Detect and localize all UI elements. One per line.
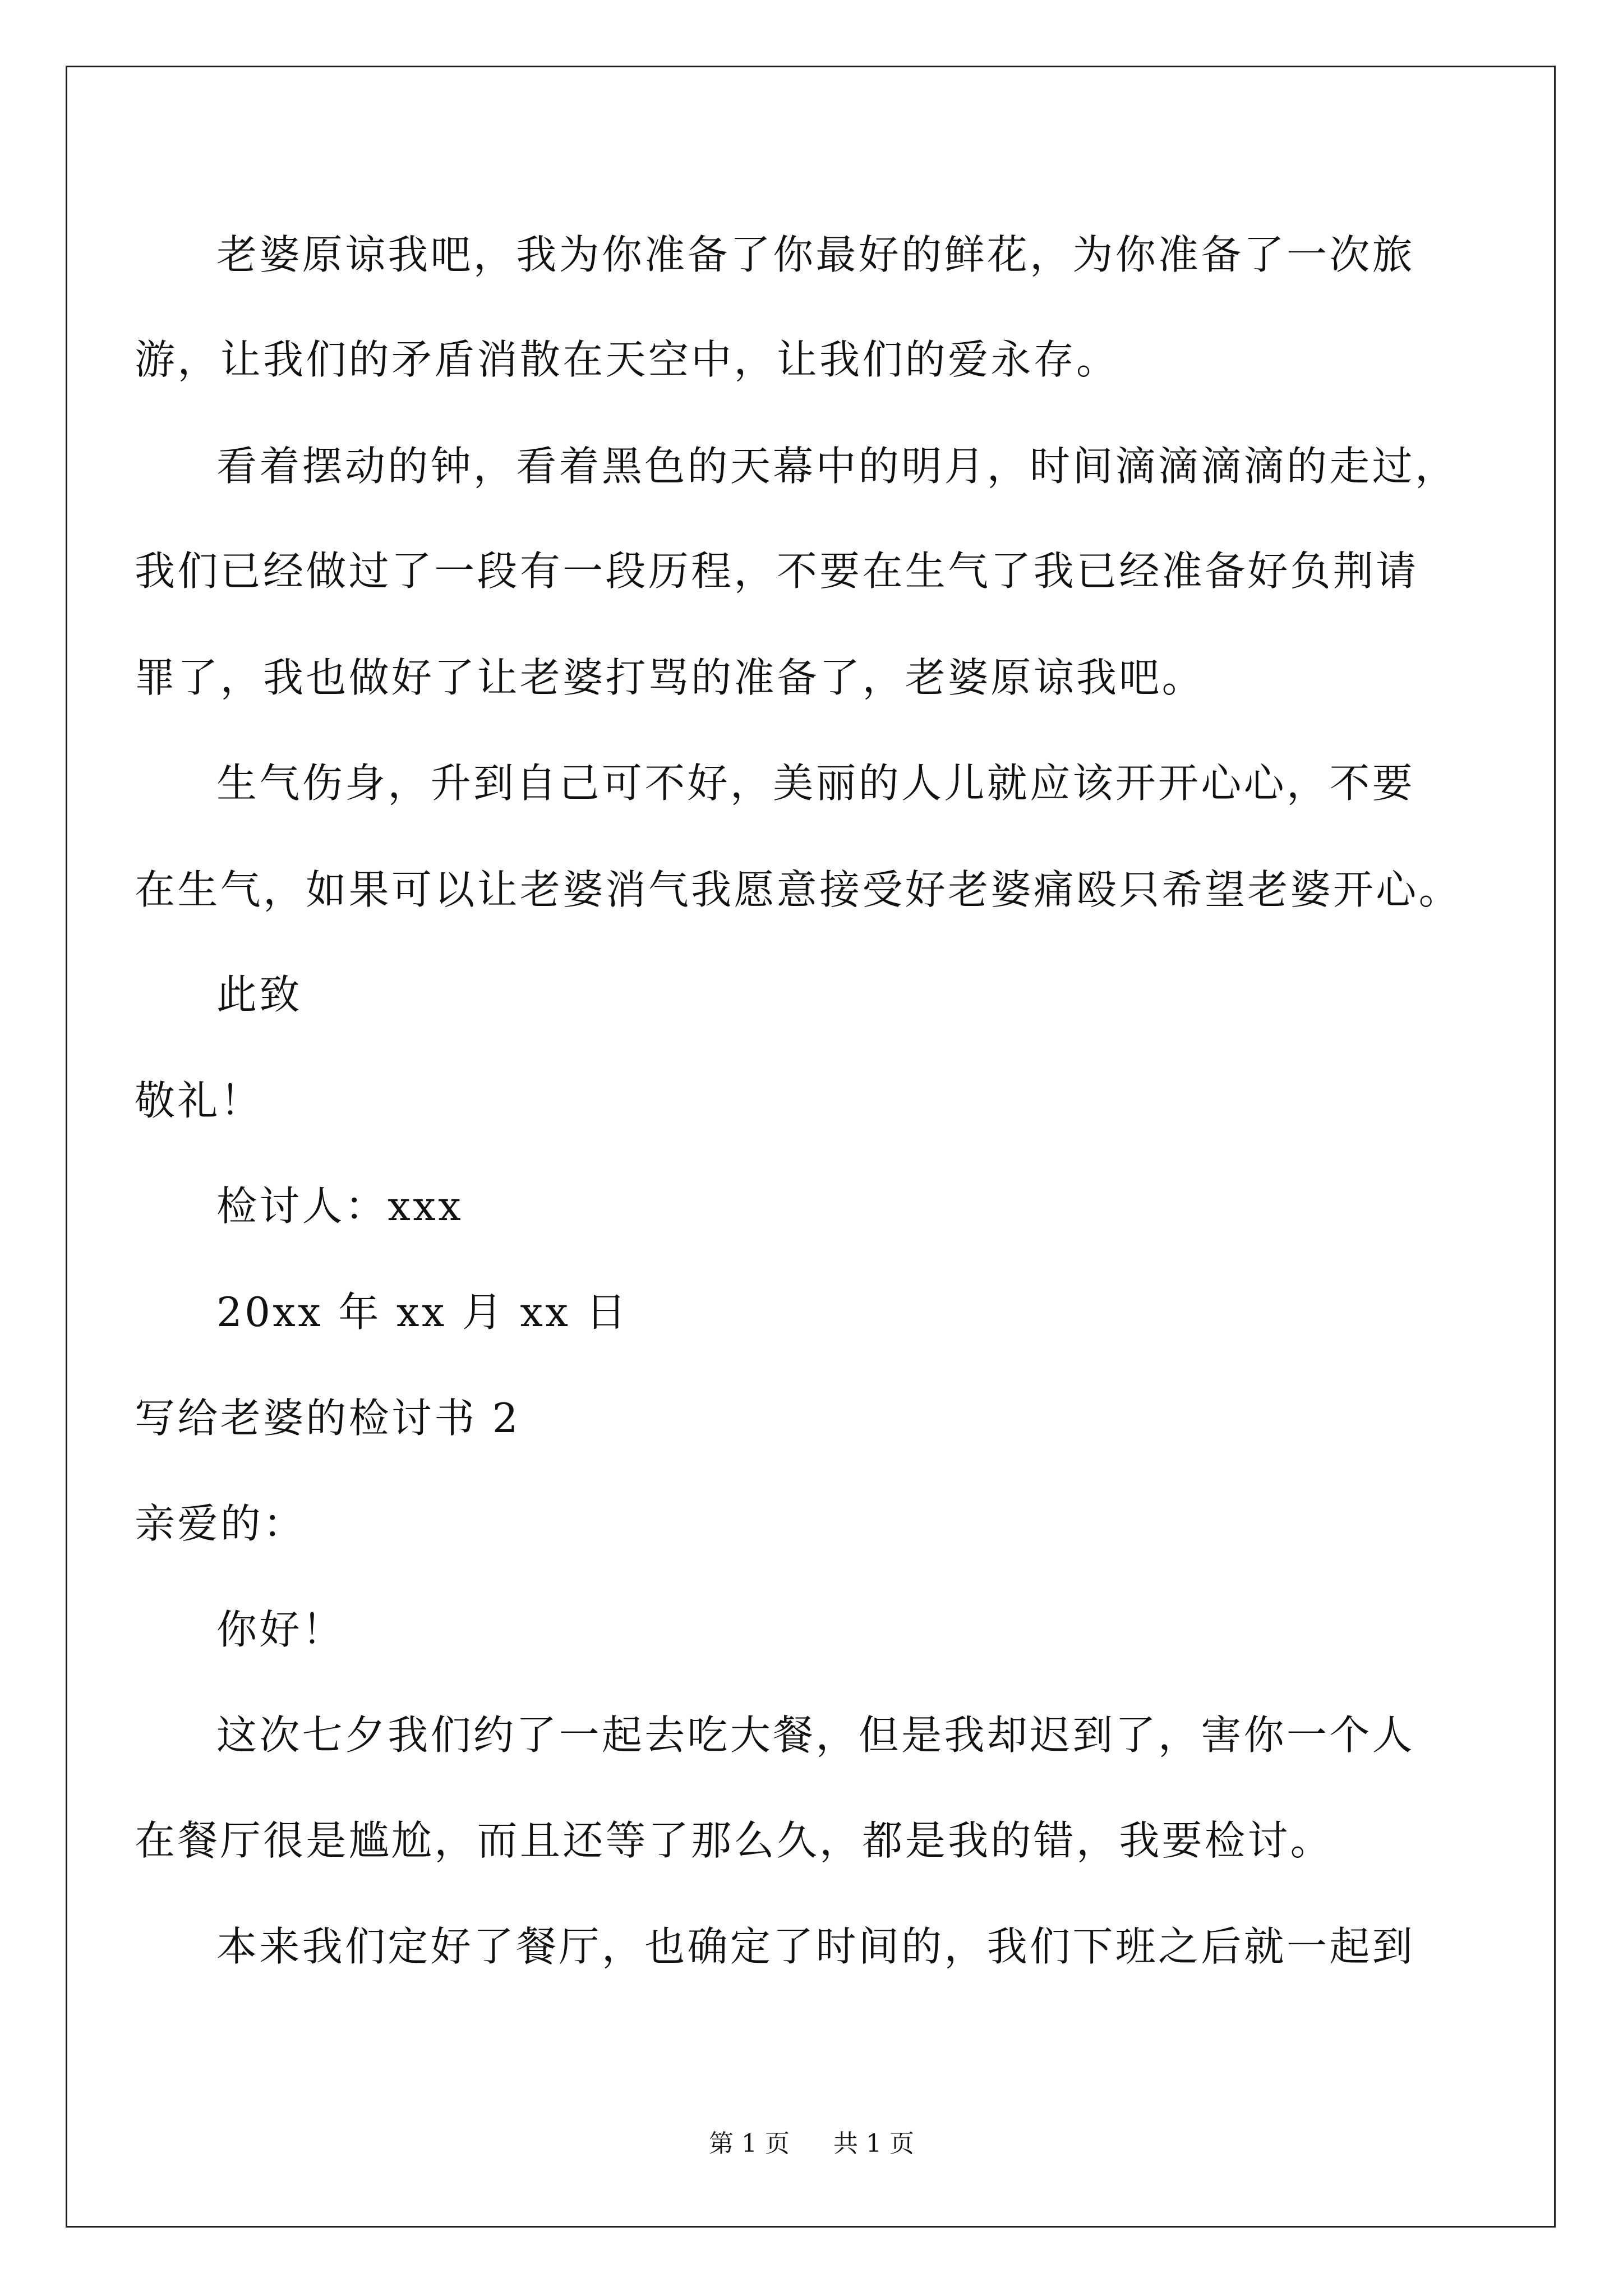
paragraph-line: 在餐厅很是尴尬，而且还等了那么久，都是我的错，我要检讨。 (135, 1817, 1333, 1864)
greeting-hello: 你好！ (216, 1606, 345, 1653)
date-line: 20xx 年 xx 月 xx 日 (216, 1289, 629, 1336)
paragraph-line: 罪了，我也做好了让老婆打骂的准备了，老婆原谅我吧。 (135, 654, 1205, 701)
page-number-current: 第 1 页 (709, 2129, 790, 2158)
paragraph-line: 本来我们定好了餐厅，也确定了时间的，我们下班之后就一起到 (216, 1923, 1415, 1970)
greeting: 亲爱的： (135, 1500, 306, 1547)
closing-salutation: 此致 (216, 971, 302, 1018)
closing-regards: 敬礼！ (135, 1077, 263, 1124)
paragraph-line: 游，让我们的矛盾消散在天空中，让我们的爱永存。 (135, 336, 1119, 383)
section-heading: 写给老婆的检讨书 2 (135, 1395, 520, 1442)
paragraph-line: 生气伤身，升到自己可不好，美丽的人儿就应该开开心心，不要 (216, 760, 1415, 807)
signature-line: 检讨人：xxx (216, 1182, 464, 1230)
paragraph-line: 老婆原谅我吧，我为你准备了你最好的鲜花，为你准备了一次旅 (216, 231, 1415, 278)
paragraph-line: 在生气，如果可以让老婆消气我愿意接受好老婆痛殴只希望老婆开心。 (135, 866, 1461, 913)
page-border (66, 66, 1556, 2228)
page-number-total: 共 1 页 (833, 2129, 914, 2158)
page-footer (0, 2129, 1623, 2158)
paragraph-line: 这次七夕我们约了一起去吃大餐，但是我却迟到了，害你一个人 (216, 1711, 1415, 1759)
paragraph-line: 看着摆动的钟，看着黑色的天幕中的明月，时间滴滴滴滴的走过， (216, 443, 1458, 490)
paragraph-line: 我们已经做过了一段有一段历程，不要在生气了我已经准备好负荆请 (135, 547, 1419, 595)
